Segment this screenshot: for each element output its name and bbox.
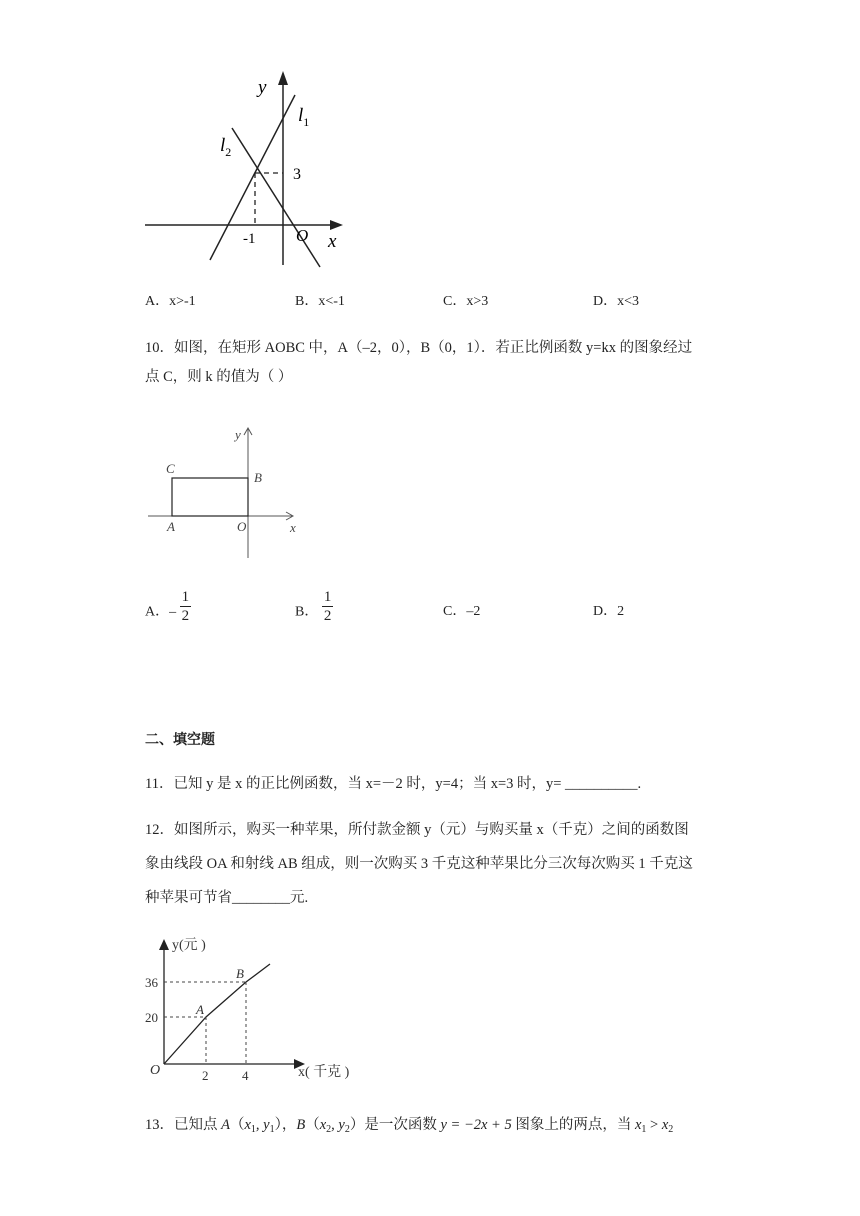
option-a[interactable]: A．– $\frac{1}{2}$	[145, 589, 190, 624]
tick-x2: 2	[202, 1068, 209, 1083]
origin-label: O	[150, 1063, 161, 1078]
y-axis-label: y	[235, 427, 241, 442]
point-a-label: A	[167, 519, 175, 534]
option-c[interactable]: C．–2	[443, 604, 481, 619]
point-b-label: B	[236, 966, 244, 981]
question-12-line3: 种苹果可节省________元.	[145, 890, 309, 906]
point-c-label: C	[166, 461, 175, 476]
q10-options	[145, 588, 745, 632]
point-b-label: B	[254, 470, 262, 485]
option-d[interactable]: D．x<3	[593, 294, 640, 309]
tick-y20: 20	[145, 1010, 158, 1025]
l1-label: $l_1$	[298, 105, 310, 129]
tick-3: 3	[293, 166, 301, 183]
question-12-line1: 12．如图所示，购买一种苹果，所付款金额 y（元）与购买量 x（千克）之间的函数图	[145, 822, 689, 838]
function-line	[164, 964, 270, 1064]
origin-label: O	[237, 519, 247, 534]
option-b[interactable]: B．x<-1	[295, 294, 345, 309]
x-axis-label: x	[328, 231, 337, 252]
option-c[interactable]: C．x>3	[443, 294, 489, 309]
graph-rectangle	[140, 420, 310, 560]
question-13: 13．已知点 $A(x_1$, $y_1$），$B(x_2$, $y_2$）是一次函数 y = −2x + 5 图象上的两点，当 $x_1 > x_2$	[145, 1117, 674, 1135]
option-d[interactable]: D．2	[593, 604, 625, 619]
question-10-line2: 点 C，则 k 的值为（ ）	[145, 369, 293, 385]
option-b[interactable]: B． $\frac{1}{2}$	[295, 589, 332, 624]
point-a-label: A	[196, 1002, 204, 1017]
question-11: 11．已知 y 是 x 的正比例函数，当 x=－2 时，y=4；当 x=3 时，y= __________.	[145, 776, 642, 792]
x-axis-label: x( 千克 )	[298, 1065, 350, 1080]
origin-label: O	[296, 226, 309, 245]
y-axis-label: y	[258, 77, 267, 98]
graph-intersecting-lines	[140, 65, 360, 270]
question-10-line1: 10．如图，在矩形 AOBC 中，A（–2，0），B（0，1）．若正比例函数 y=kx 的图象经过	[145, 340, 693, 356]
option-a[interactable]: A．x>-1	[145, 294, 196, 309]
tick-y36: 36	[145, 975, 158, 990]
tick-x4: 4	[242, 1068, 249, 1083]
x-axis-label: x	[290, 520, 296, 535]
l2-label: $l_2$	[220, 135, 232, 159]
section-title: 二、填空题	[145, 732, 215, 748]
question-12-line2: 象由线段 OA 和射线 AB 组成，则一次购买 3 千克这种苹果比分三次每次购买 1 千克这	[145, 856, 693, 872]
tick-neg1: -1	[243, 231, 256, 247]
graph-price-function	[140, 930, 380, 1085]
rectangle-aobc	[172, 478, 248, 516]
q9-options	[145, 290, 745, 310]
y-axis-label: y(元 )	[172, 938, 206, 953]
